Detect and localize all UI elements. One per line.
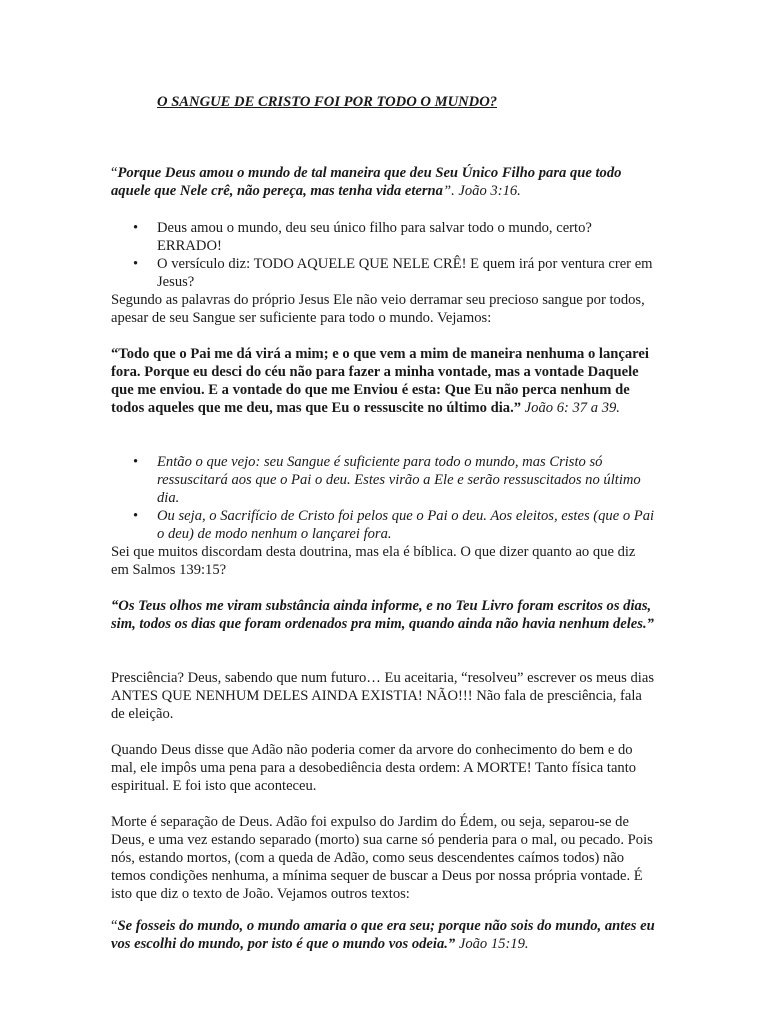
close-quote: ”. — [442, 183, 459, 199]
paragraph: Segundo as palavras do próprio Jesus Ele não veio derramar seu precioso sangue por todos, apesar de seu Sangue ser suficiente para todo o mundo. Vejamos: — [111, 292, 645, 326]
page-title: O SANGUE DE CRISTO FOI POR TODO O MUNDO? — [157, 94, 498, 110]
list-item — [111, 219, 656, 255]
paragraph: Quando Deus disse que Adão não poderia comer da arvore do conhecimento do bem e do mal, ele impôs uma pena para a desobediência desta ordem: A MORTE! Tanto física tanto espiritual. E foi isto que aconteceu. — [111, 742, 637, 794]
list-item — [111, 255, 656, 291]
bullet-icon: • — [133, 256, 139, 272]
quote-text: Porque Deus amou o mundo de tal maneira que deu Seu Único Filho para que todo aquele que Nele crê, não pereça, mas tenha vida eterna — [111, 165, 622, 199]
quote-text: Se fosseis do mundo, o mundo amaria o que era seu; porque não sois do mundo, antes eu vos escolhi do mundo, por isto é que o mundo vos odeia.” — [111, 918, 655, 952]
open-quote: “ — [111, 165, 118, 181]
quote-john-15-19 — [111, 917, 656, 953]
list-item-text: Deus amou o mundo, deu seu único filho para salvar todo o mundo, certo? ERRADO! — [157, 220, 592, 254]
quote-reference: João 15:19. — [455, 936, 529, 952]
bullet-icon: • — [133, 508, 139, 524]
list-item-text: Então o que vejo: seu Sangue é suficiente para todo o mundo, mas Cristo só ressuscitará aos que o Pai o deu. Estes virão a Ele e serão ressuscitados no último dia. — [157, 454, 641, 506]
quote-john-3-16 — [111, 164, 656, 200]
bullet-icon: • — [133, 454, 139, 470]
quote-john-6 — [111, 345, 656, 417]
list-item — [111, 507, 656, 543]
list-item — [111, 453, 656, 507]
bullet-list-1 — [111, 219, 656, 291]
paragraph: Presciência? Deus, sabendo que num futuro… Eu aceitaria, “resolveu” escrever os meus dias ANTES QUE NENHUM DELES AINDA EXISTIA! NÃO!!! Não fala de presciência, fala de eleição. — [111, 670, 655, 722]
bullet-list-2 — [111, 453, 656, 543]
bullet-icon: • — [133, 220, 139, 236]
quote-psalm-139: “Os Teus olhos me viram substância ainda informe, e no Teu Livro foram escritos os dias, sim, todos os dias que foram ordenados pra mim, quando ainda não havia nenhum deles.” — [111, 598, 654, 632]
paragraph: Morte é separação de Deus. Adão foi expulso do Jardim do Édem, ou seja, separou-se de Deus, e uma vez estando separado (morto) sua carne só penderia para o mal, ou pecado. Pois nós, estando mortos, (com a queda de Adão, como seus descendentes caímos todos) não temos condições nenhuma, a mínima sequer de buscar a Deus por nossa própria vontade. É isto que diz o texto de João. Vejamos outros textos: — [111, 814, 653, 902]
quote-reference: João 6: 37 a 39. — [521, 400, 620, 416]
quote-reference: João 3:16. — [458, 183, 521, 199]
quote-text: “Todo que o Pai me dá virá a mim; e o que vem a mim de maneira nenhuma o lançarei fora. Porque eu desci do céu não para fazer a minha vontade, mas a vontade Daquele que me enviou. E a vontade do que me Enviou é esta: Que Eu não perca nenhum de todos aqueles que me deu, mas que Eu o ressuscite no último dia.” — [111, 346, 649, 416]
list-item-text: Ou seja, o Sacrifício de Cristo foi pelos que o Pai o deu. Aos eleitos, estes (que o Pai o deu) de modo nenhum o lançarei fora. — [157, 508, 655, 542]
paragraph: Sei que muitos discordam desta doutrina, mas ela é bíblica. O que dizer quanto ao que diz em Salmos 139:15? — [111, 544, 636, 578]
open-quote: “ — [111, 918, 118, 934]
list-item-text: O versículo diz: TODO AQUELE QUE NELE CRÊ! E quem irá por ventura crer em Jesus? — [157, 256, 653, 290]
